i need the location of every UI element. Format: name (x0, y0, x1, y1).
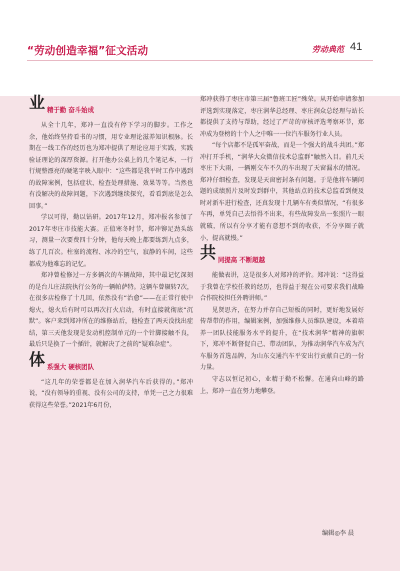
section-heading-title: 同提高 不断超越 (218, 256, 265, 265)
section-heading-2 (29, 349, 193, 375)
section-heading-3 (200, 243, 364, 268)
left-column (29, 93, 193, 412)
campaign-title: “劳动创造幸福”征文活动 (27, 45, 149, 57)
section-heading-char: 体 (29, 349, 46, 369)
paragraph: 守志以恒记初心，业精于勤不松懈。在通向山峰的路上，郑冲一直在努力地攀登。 (200, 376, 364, 395)
page-header (0, 0, 400, 60)
paragraph: “这几年的荣誉都是在加入润华汽车后获得的。”郑冲说，“没有领导的重视、没有公司的支持，单凭一己之力很难获得这些荣誉。”2021年6月份， (29, 378, 193, 410)
paragraph: 见贤思齐，在努力并存自己短板的同时，更好地发展好传帮带的作用，编辑案例，加强维修人员维队建设，本着培养一团队技能服务水平的提升，在“技术润华”精神的旗帜下，郑冲不断督促自己、带动团队，为推动润华汽车成为汽车服务首选品牌，为山东交通汽车平安出行贡献自己的一份力量。 (200, 306, 364, 372)
paragraph: 学以可得，勤以钻研。2017年12月，郑冲报名参加了2017年枣庄市技能大赛。正值寒冬时节，郑冲铆足劲头练习，测量一次要费四十分钟，他每天晚上都要练到九点多，练了几百次。柱塞的流程、冰冷的空气，寂静的车间，这些都成为他难忘的记忆。 (29, 214, 193, 268)
section-heading-1 (29, 93, 193, 118)
section-heading-title: 系强大 硬核团队 (47, 362, 94, 371)
paragraph: 能做表讲，这是很多人对郑冲的评价。郑冲说：“这得益于我曾在学校任教的经历，也得益于现在公司要求我们战略合作院校担任外聘讲师。” (200, 272, 364, 303)
section-heading-title: 精于勤 奋斗始成 (47, 106, 94, 114)
paragraph: “每个店都不是孤军奋战，而是一个强大的战斗共团。”郑冲打开手机，“润华大众微信技术总监群”触然入目。前几天枣庄下大雨，一辆刚交车不久的车出现了天窗漏水的情况。郑冲仔细检查，发现是天窗密封条有问题。于是他将车辆问题的成绩照片及时发到群中，其他站点的技术总监看到便及时对新车进行检查，还真发现十几辆车有类似情况，“有很多车再，单凭自己去悟得不出来，有些故障发出一张照片一眼就破，所以有分享才能有意想不到的收获，不分享圈子就小，提高就慢。” (200, 142, 364, 242)
paragraph: 从全十几年，郑冲一直没有停下学习的脚步。工作之余，他始终坚持看书的习惯，用专业理论滋养知识根脉。长期在一线工作的经历也为郑冲提供了理论应用于实践，实践验证理论的深厚资源。打开他办公桌上的几个笔记本，一行行规整漂亮的硬笔字映入眼中：“这些都是我平时工作中遇到的故障案例，包括症状、检查处理措施、效果等等。当然也有没解决的故障问题，下次遇到继续探究，看看到底是怎么回事。” (29, 122, 193, 210)
paragraph: 郑冲曾检修过一方多辆次的车辆故障，其中最记忆深刻的是台儿庄法院执行公务的一辆帕萨特。这辆车曾辗转7次，在很多店检修了十几回，依然没有“治愈”——在正常行驶中熄火，熄火后有时可以再次打火启动，有时直接就彻底“沉默”。客户来到郑冲所在的维修站后，他检查了两天没找出症结，第三天他发现是发动机控制单元的一个针脚接触不良，最后只是换了一个插针，就解决了之前的“疑难杂症”。 (29, 272, 193, 349)
paragraph: 郑冲获得了枣庄市第三届“鲁班工匠”殊荣。从开始申请参加评选到实现落定，枣庄润华总经理、枣庄润众总经理与站长都提供了支持与帮助，经过了严苛的审核评选考察环节，郑冲成为登榜的十个人之中唯一一位汽车服务行业人员。 (200, 96, 364, 138)
page-number: 41 (350, 41, 363, 53)
section-heading-char: 业 (29, 93, 46, 112)
editor-credit: 编辑◎李 晨 (322, 530, 355, 537)
header-rule (27, 60, 373, 61)
right-column (200, 94, 364, 397)
section-heading-char: 共 (200, 243, 217, 263)
column-name: 劳动典范 (312, 45, 344, 54)
